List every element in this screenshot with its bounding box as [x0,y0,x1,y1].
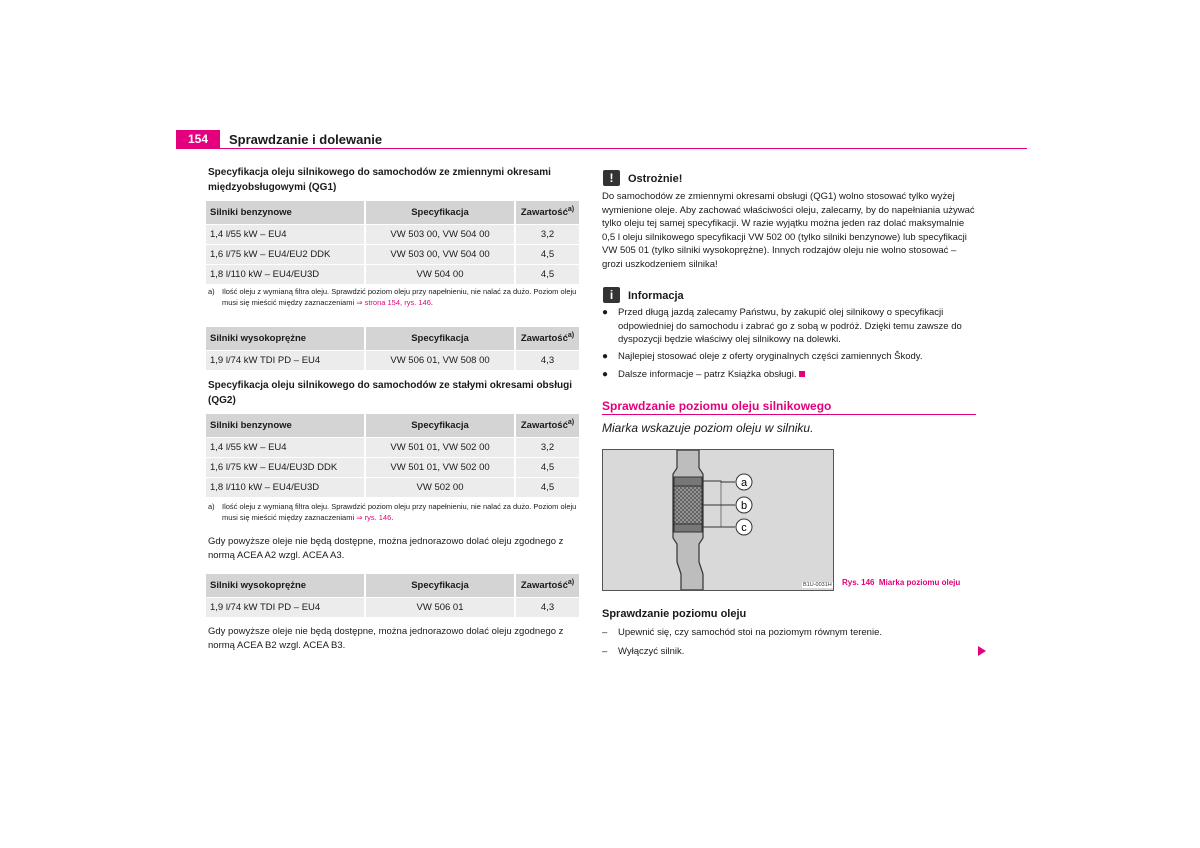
table-row [206,478,579,498]
spec-cell: VW 504 00 [365,265,515,285]
hatched-zone [674,486,702,524]
next-page-arrow-icon[interactable] [978,646,986,656]
end-marker-icon [799,371,805,377]
step-text: Upewnić się, czy samochód stoi na poziomym równym terenie. [618,627,882,638]
note-acea-b: Gdy powyższe oleje nie będą dostępne, można jednorazowo dolać oleju zgodnego z normą ACEA B2 wzgl. ACEA B3. [208,626,564,651]
footnote-ref: a) [567,579,575,587]
figure-link[interactable]: ⇒ strona 154, rys. 146 [356,298,431,307]
section-title-qg1: Specyfikacja oleju silnikowego do samochodów ze zmiennymi okresami międzyobsługowymi (QG1) [208,167,551,193]
note-acea-a: Gdy powyższe oleje nie będą dostępne, można jednorazowo dolać oleju zgodnego z normą ACEA A2 wzgl. ACEA A3. [208,536,564,561]
header-rule [220,148,1027,149]
table-header-row [206,414,579,438]
capacity-cell: 4,5 [515,458,579,478]
callout-label-c: c [741,522,747,534]
info-bullet-text: Przed długą jazdą zalecamy Państwu, by zakupić olej silnikowy o specyfikacji odpowiedniej do samochodu i zabrać go z sobą w podróż. Dzięki temu zawsze do dyspozycji będzie właściwy olej silnikowy na dolewki. [618,307,962,345]
footnote-text: Ilość oleju z wymianą filtra oleju. Sprawdzić poziom oleju przy napełnieniu, nie nalać za dużo. Poziom oleju musi się mieścić między zaznaczeniami [222,502,577,522]
column-header: Zawartość$^{a)}$ [515,201,579,225]
column-header: Zawartość$^{a)}$ [515,574,579,598]
figure-caption-text: Miarka poziomu oleju [878,578,961,587]
callout-label-a: a [740,477,748,489]
dipstick-illustration [603,450,833,590]
capacity-cell: 4,5 [515,245,579,265]
spec-table-diesel-qg1 [206,327,579,370]
footnote-2 [208,501,583,523]
mark-c-band [674,524,702,532]
section-title-oil-check: Sprawdzanie poziomu oleju silnikowego [602,399,832,413]
table-header-row [206,327,579,351]
capacity-cell: 3,2 [515,438,579,458]
capacity-cell: 3,2 [515,225,579,245]
chapter-title: Sprawdzanie i dolewanie [229,132,383,147]
column-header: Specyfikacja [365,201,515,225]
footnote-ref: a) [567,332,575,340]
info-bullet: ● Przed długą jazdą zalecamy Państwu, by zakupić olej silnikowy o specyfikacji odpowiedniej do samochodu i zabrać go z sobą w podróż. Dzięki temu zawsze do dyspozycji będzie właściwy olej silnikowy na dolewki. [602,306,977,347]
footnote-mark: a) [208,287,215,296]
mark-a-band [674,477,702,486]
column-header: Zawartość$^{a)}$ [515,327,579,351]
column-header: Silniki benzynowe [206,414,365,438]
engine-cell: 1,6 l/75 kW – EU4/EU2 DDK [206,245,365,265]
figure-caption-number: Rys. 146 [842,578,875,587]
info-bullet: ● Najlepiej stosować oleje z oferty oryginalnych części zamiennych Škody. [602,350,977,364]
spec-table-petrol-qg2 [206,414,579,497]
leader-a [703,481,735,482]
info-title: Informacja [628,290,684,302]
page-number: 154 [176,130,220,149]
info-bullet-text: Dalsze informacje – patrz Książka obsługi. [618,369,797,380]
table-row [206,245,579,265]
step-item: – Wyłączyć silnik. [602,646,685,657]
engine-cell: 1,8 l/110 kW – EU4/EU3D [206,265,365,285]
spec-table-petrol-qg1 [206,201,579,284]
column-header: Silniki wysokoprężne [206,574,365,598]
spec-cell: VW 502 00 [365,478,515,498]
section-subtitle: Miarka wskazuje poziom oleju w silniku. [602,421,814,435]
table-row [206,598,579,618]
step-text: Wyłączyć silnik. [618,646,685,657]
caution-icon: ! [603,170,620,186]
spec-cell: VW 506 01 [365,598,515,618]
table-row [206,225,579,245]
step-item: – Upewnić się, czy samochód stoi na poziomym równym terenie. [602,627,882,638]
info-bullet: ● Dalsze informacje – patrz Książka obsługi. [602,368,977,382]
capacity-cell: 4,3 [515,351,579,371]
engine-cell: 1,9 l/74 kW TDI PD – EU4 [206,351,365,371]
spec-cell: VW 501 01, VW 502 00 [365,438,515,458]
engine-cell: 1,4 l/55 kW – EU4 [206,225,365,245]
column-header: Specyfikacja [365,574,515,598]
table-header-row [206,574,579,598]
column-header: Specyfikacja [365,327,515,351]
capacity-cell: 4,5 [515,265,579,285]
spec-cell: VW 501 01, VW 502 00 [365,458,515,478]
dipstick-figure [602,449,834,591]
column-header: Specyfikacja [365,414,515,438]
spec-table-diesel-qg2 [206,574,579,617]
footnote-ref: a) [567,419,575,427]
engine-cell: 1,9 l/74 kW TDI PD – EU4 [206,598,365,618]
caution-title: Ostrożnie! [628,173,683,185]
info-icon: i [603,287,620,303]
spec-cell: VW 506 01, VW 508 00 [365,351,515,371]
table-header-row [206,201,579,225]
check-title: Sprawdzanie poziomu oleju [602,608,747,620]
table-row [206,351,579,371]
footnote-text: Ilość oleju z wymianą filtra oleju. Sprawdzić poziom oleju przy napełnieniu, nie nalać za dużo. Poziom oleju musi się mieścić między zaznaczeniami [222,287,577,307]
capacity-cell: 4,5 [515,478,579,498]
footnote-end: . [430,298,433,307]
table-row [206,438,579,458]
callout-label-b: b [740,500,748,512]
caution-text: Do samochodów ze zmiennymi okresami obsługi (QG1) wolno stosować tylko wyżej wymienione oleje. Aby zachować właściwości oleju, zalecamy, by do napełniania używać tylko oleju tej samej specyfikacji. W razie wyjątku można jeden raz dolać maksymalnie 0,5 l oleju silnikowego specyfikacji VW 502 00 (tylko silniki benzynowe) lub specyfikacji VW 505 01 (tylko silniki wysokoprężne). Innych rodzajów oleju nie wolno stosować – grozi uszkodzeniem silnika! [602,191,975,270]
footnote-mark: a) [208,502,215,511]
footnote-end: . [391,513,394,522]
figure-link[interactable]: ⇒ rys. 146 [356,513,392,522]
spec-cell: VW 503 00, VW 504 00 [365,245,515,265]
column-header: Silniki benzynowe [206,201,365,225]
info-bullet-text: Najlepiej stosować oleje z oferty oryginalnych części zamiennych Škody. [618,351,923,362]
engine-cell: 1,4 l/55 kW – EU4 [206,438,365,458]
capacity-cell: 4,3 [515,598,579,618]
footnote-1 [208,286,583,308]
section-title-qg2: Specyfikacja oleju silnikowego do samochodów ze stałymi okresami obsługi (QG2) [208,380,572,406]
spec-cell: VW 503 00, VW 504 00 [365,225,515,245]
column-header: Silniki wysokoprężne [206,327,365,351]
column-header: Zawartość$^{a)}$ [515,414,579,438]
table-row [206,458,579,478]
engine-cell: 1,8 l/110 kW – EU4/EU3D [206,478,365,498]
footnote-ref: a) [567,206,575,214]
table-row [206,265,579,285]
figure-code: B1U-0031H [803,582,832,588]
engine-cell: 1,6 l/75 kW – EU4/EU3D DDK [206,458,365,478]
figure-caption [842,578,960,587]
section-rule [602,414,976,415]
